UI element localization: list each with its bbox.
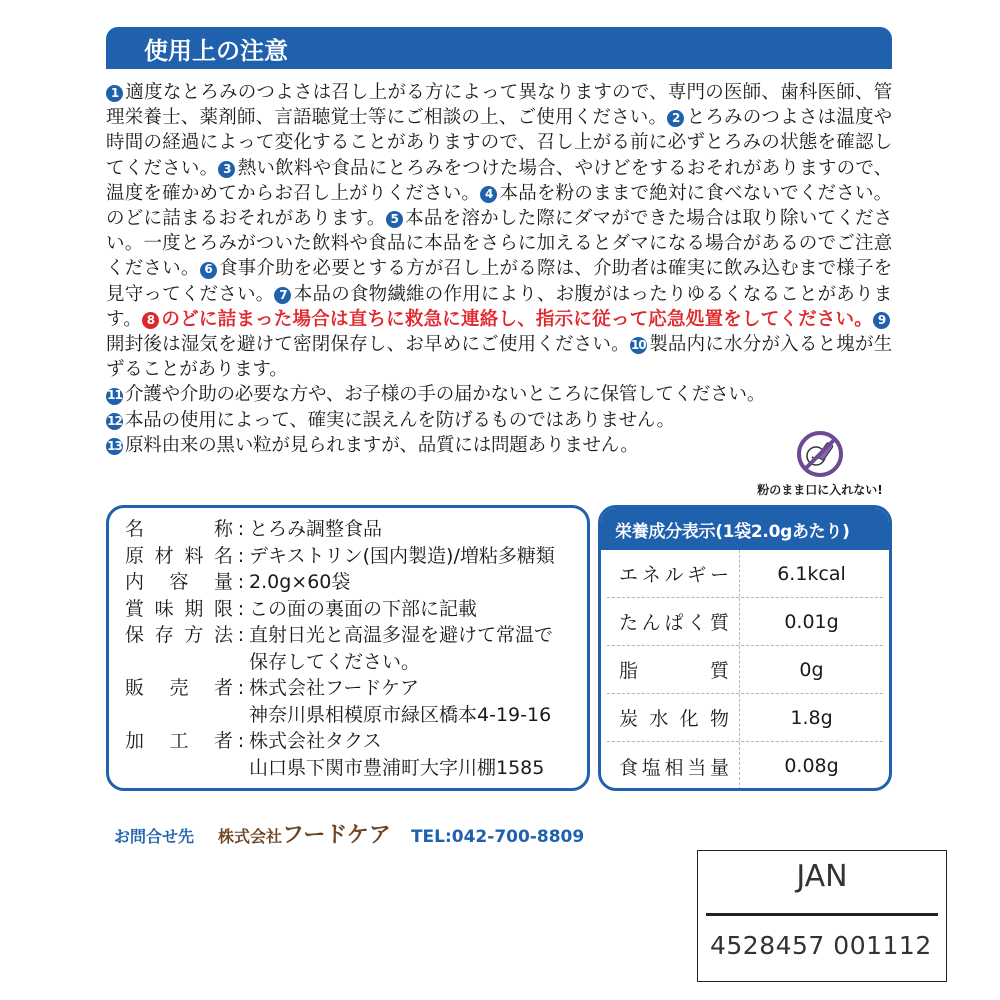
product-sep: : [237, 544, 245, 567]
product-row [125, 755, 587, 782]
caution-item-12 [106, 408, 892, 433]
product-sep: : [237, 624, 245, 646]
product-value: デキストリン(国内製造)/増粘多糖類 [249, 544, 555, 567]
caution-text: 熱い飲料や食品にとろみをつけた場合、やけどをするおそれがありますので、温度を確かめてからお召し上がりください。 [106, 157, 892, 204]
number-badge: 11 [106, 388, 123, 405]
caution-text: とろみのつよさは温度や時間の経過によって変化することがありますので、召し上がる前に必ずとろみの状態を確認してください。 [106, 107, 892, 179]
caution-text: 製品内に水分が入ると塊が生ずることがあります。 [106, 334, 893, 381]
nutrition-value: 0.08g [739, 742, 883, 790]
product-value: 保存してください。 [249, 650, 421, 673]
caution-item-13 [106, 433, 892, 458]
nutrition-label: 食塩相当量 [619, 756, 729, 779]
product-value: この面の裏面の下部に記載 [249, 597, 478, 620]
nutrition-value: 0g [739, 646, 883, 693]
no-powder-in-mouth-icon [796, 430, 844, 478]
caution-text: 本品の食物繊維の作用により、お腹がはったりゆるくなることがあります。 [106, 283, 893, 330]
product-label: 名称 [125, 518, 233, 540]
caution-header [106, 27, 892, 69]
number-badge: 2 [667, 110, 684, 127]
number-badge: 7 [274, 287, 291, 304]
nutrition-value: 6.1kcal [739, 550, 883, 597]
product-row [125, 728, 587, 755]
jan-label: JAN [796, 859, 848, 894]
number-badge: 5 [386, 211, 403, 228]
nutrition-label: 炭水化物 [619, 708, 729, 730]
caution-text: 本品の使用によって、確実に誤えんを防げるものではありません。 [125, 409, 675, 431]
product-sep: : [237, 730, 245, 752]
product-label: 原材料名 [125, 544, 233, 567]
caution-body [106, 80, 892, 458]
product-row [125, 622, 587, 649]
product-label: 販売者 [125, 677, 233, 699]
nutrition-label: たんぱく質 [619, 612, 729, 634]
product-label: 保存方法 [125, 624, 233, 646]
caution-item-8 [142, 309, 873, 330]
number-badge: 9 [873, 312, 890, 329]
caution-title: 使用上の注意 [144, 36, 288, 65]
nutrition-value: 1.8g [739, 694, 883, 741]
caution-text: 本品を溶かした際にダマができた場合は取り除いてください。一度とろみがついた飲料や食品に本品をさらに加えるとダマになる場合があるのでご注意ください。 [106, 208, 892, 280]
product-label: 加工者 [125, 730, 233, 752]
nutrition-title: 栄養成分表示(1袋2.0gあたり) [601, 508, 889, 550]
number-badge: 13 [106, 438, 123, 455]
product-sep: : [237, 677, 245, 699]
phone-number: TEL:042-700-8809 [410, 827, 585, 847]
product-value: 2.0g×60袋 [249, 571, 351, 593]
caution-text: 適度なとろみのつよさは召し上がる方によって異なりますので、専門の医師、歯科医師、管理栄養士、薬剤師、言語聴覚士等にご相談の上、ご使用ください。 [106, 82, 892, 129]
product-sep: : [237, 518, 245, 540]
product-value: 株式会社タクス [249, 730, 382, 752]
nutrition-label: 脂質 [619, 660, 729, 682]
divider [706, 913, 938, 916]
caution-text: 原料由来の黒い粒が見られますが、品質には問題ありません。 [125, 434, 639, 456]
contact-label: お問合せ先 [114, 827, 195, 846]
product-row [125, 516, 587, 543]
product-value: 山口県下関市豊浦町大字川棚1585 [249, 756, 545, 779]
caution-text: 介護や介助の必要な方や、お子様の手の届かないところに保管してください。 [125, 384, 766, 406]
nutrition-value: 0.01g [739, 598, 883, 645]
number-badge: 6 [200, 262, 217, 279]
nutrition-label: エネルギー [619, 564, 729, 586]
product-label: 内容量 [125, 571, 233, 593]
product-value: 直射日光と高温多湿を避けて常温で [249, 624, 554, 646]
brand-name: フードケア [282, 823, 391, 848]
product-row [125, 649, 587, 676]
nutrition-row [607, 646, 883, 694]
jan-code-box [697, 850, 947, 982]
product-label: 賞味期限 [125, 597, 233, 620]
product-row [125, 543, 587, 570]
caution-warning-text: のどに詰まった場合は直ちに救急に連絡し、指示に従って応急処置をしてください。 [160, 308, 874, 330]
caution-text: 開封後は湿気を避けて密閉保存し、お早めにご使用ください。 [106, 334, 630, 356]
number-badge: 1 [106, 85, 123, 102]
company-prefix: 株式会社 [218, 827, 283, 846]
product-row [125, 675, 587, 702]
product-value: 神奈川県相模原市緑区橋本4-19-16 [249, 703, 552, 726]
nutrition-row [607, 550, 883, 598]
caution-item-11 [106, 382, 892, 407]
product-sep: : [237, 571, 245, 593]
product-row [125, 596, 587, 623]
product-info-box [106, 505, 590, 791]
nutrition-table [598, 505, 892, 791]
product-value: とろみ調整食品 [249, 518, 383, 540]
jan-number: 4528457 001112 [710, 931, 932, 960]
product-value: 株式会社フードケア [249, 677, 420, 699]
nutrition-row [607, 598, 883, 646]
pictogram-caption: 粉のまま口に入れない! [757, 483, 883, 497]
number-badge: 3 [218, 161, 235, 178]
number-badge-warning: 8 [142, 312, 159, 329]
number-badge: 10 [630, 337, 647, 354]
product-sep: : [237, 597, 245, 620]
nutrition-row [607, 742, 883, 790]
number-badge: 12 [106, 413, 123, 430]
contact-line [114, 818, 584, 848]
product-row [125, 569, 587, 596]
nutrition-row [607, 694, 883, 742]
caution-text: 本品を粉のままで絶対に食べないでください。のどに詰まるおそれがあります。 [106, 182, 892, 230]
caution-paragraph [106, 80, 892, 382]
product-row [125, 702, 587, 729]
caution-text: 食事介助を必要とする方が召し上がる際は、介助者は確実に飲み込むまで様子を見守ってください。 [106, 258, 892, 305]
number-badge: 4 [480, 186, 497, 203]
